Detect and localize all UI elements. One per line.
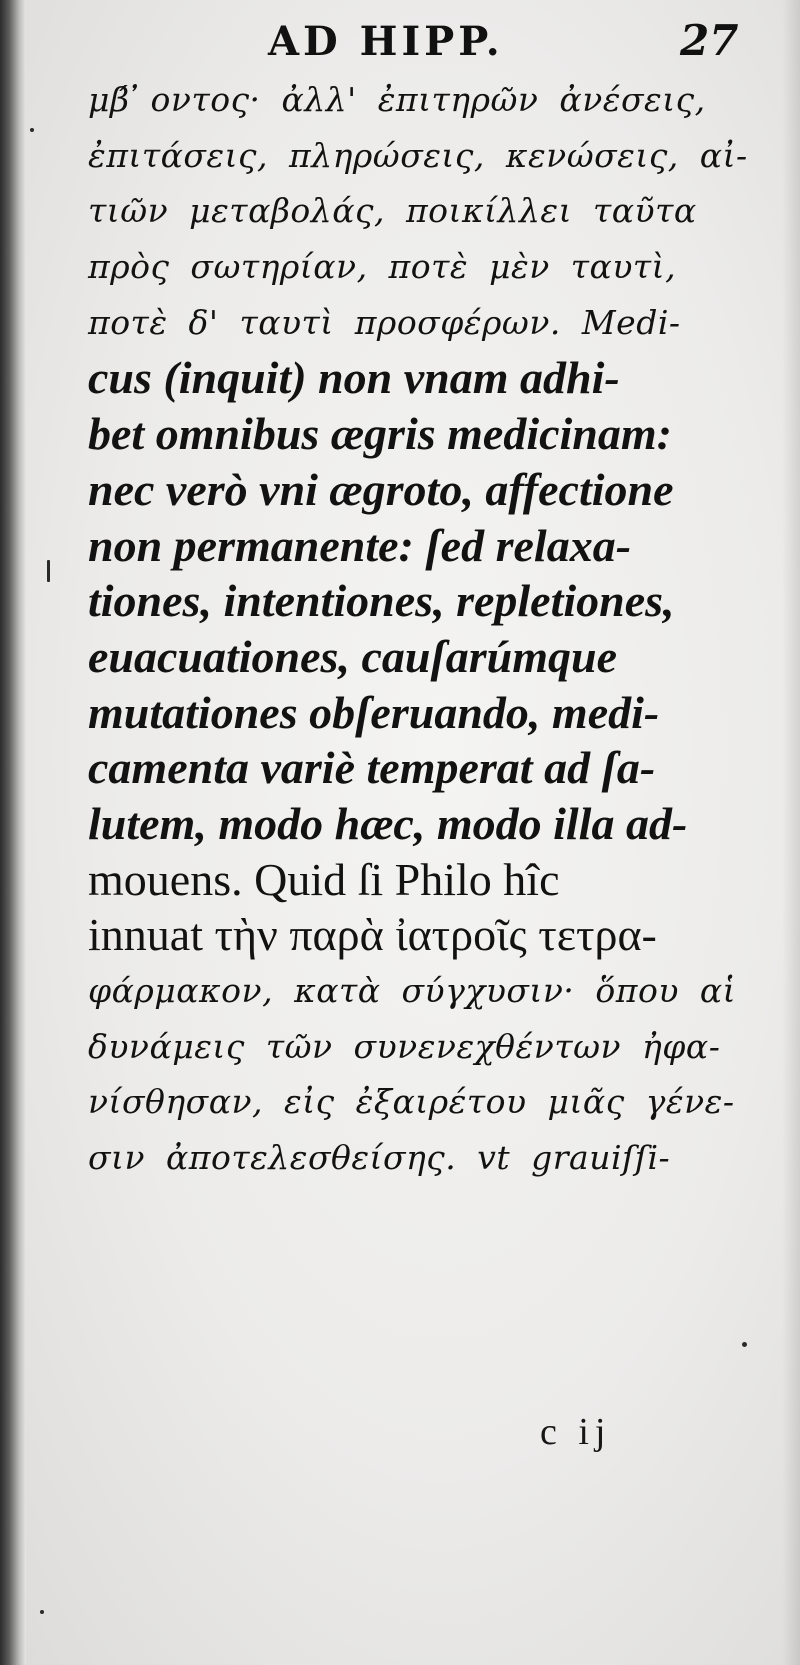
text-line: cus (inquit) non vnam adhi- bbox=[88, 352, 620, 404]
text-line: πρὸς σωτηρίαν, ποτὲ μὲν ταυτὶ, bbox=[88, 247, 677, 287]
text-line: nec verò vni ægroto, affectione bbox=[88, 463, 674, 515]
text-line: ποτὲ δ' ταυτὶ προσφέρων. Medi- bbox=[88, 302, 681, 342]
text-line: δυνάμεις τῶν συνενεχθέντων ἠφα- bbox=[88, 1026, 721, 1066]
text-line: τιῶν μεταβολάς, ποικίλλει ταῦτα bbox=[88, 191, 697, 231]
page-number: 27 bbox=[680, 16, 739, 65]
signature-mark: c ij bbox=[540, 1411, 612, 1453]
page-header bbox=[0, 14, 800, 76]
running-head: AD HIPP. bbox=[268, 18, 504, 65]
text-line: bet omnibus ægris medicinam: bbox=[88, 408, 672, 460]
ink-speck bbox=[742, 1342, 747, 1347]
text-line: ἐπιτάσεις, πληρώσεις, κενώσεις, αἰ- bbox=[88, 135, 748, 175]
text-line: innuat τὴν παρὰ ἰατροῖς τετρα- bbox=[88, 909, 657, 961]
ink-speck bbox=[47, 560, 50, 582]
ink-speck bbox=[30, 128, 34, 132]
text-line: σιν ἀποτελεσθείσης. vt grauiſſi- bbox=[88, 1138, 671, 1178]
text-line: non permanente: ſed relaxa- bbox=[88, 519, 632, 571]
text-line: νίσθησαν, εἰς ἐξαιρέτου μιᾶς γένε- bbox=[88, 1082, 735, 1122]
text-line: mutationes obſeruando, medi- bbox=[88, 686, 660, 738]
text-line: camenta variè temperat ad ſa- bbox=[88, 742, 656, 794]
page-edge-shadow bbox=[782, 0, 800, 1665]
text-line: tiones, intentiones, repletiones, bbox=[88, 575, 675, 627]
text-line: euacuationes, cauſarúmque bbox=[88, 630, 618, 682]
text-line: mouens. Quid ſi Philo hîc bbox=[88, 853, 560, 905]
ink-speck bbox=[40, 1610, 44, 1614]
text-line: lutem, modo hæc, modo illa ad- bbox=[88, 797, 688, 849]
text-line: μβ́ ̓οντος· ἀλλ' ἐπιτηρῶν ἀνέσεις, bbox=[88, 80, 706, 119]
text-line: φάρμακον, κατὰ σύγχυσιν· ὅπου αἱ bbox=[88, 971, 737, 1010]
page-gutter-shadow bbox=[0, 0, 26, 1665]
body-text bbox=[88, 72, 768, 1186]
